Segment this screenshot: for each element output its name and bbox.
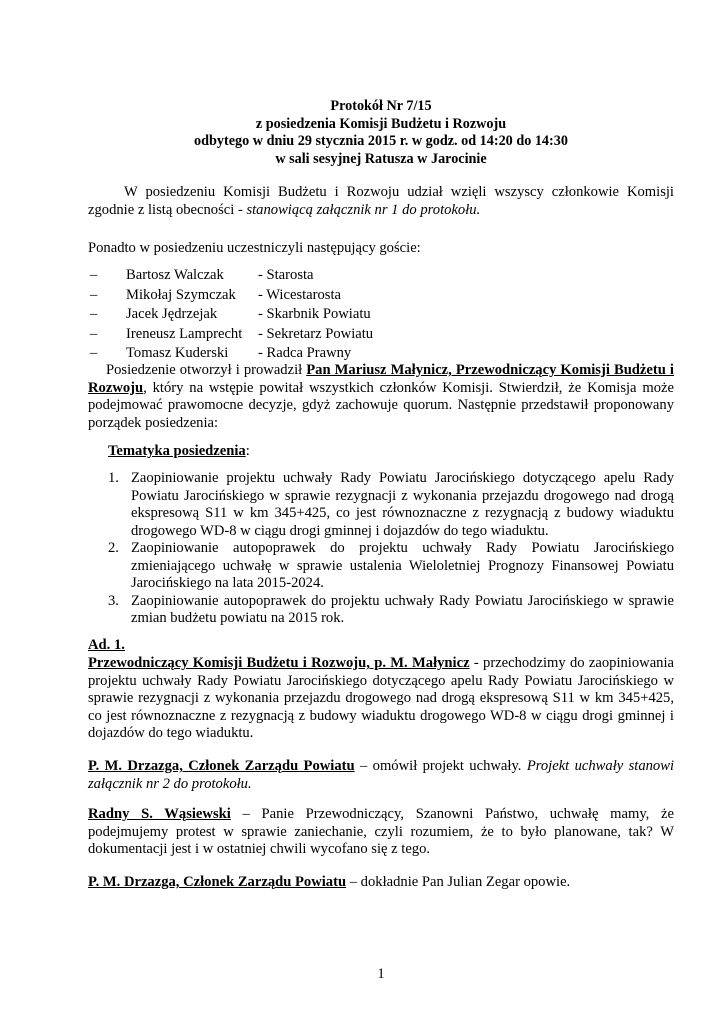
guest-name: Ireneusz Lamprecht [126,325,243,342]
title-line-4: w sali sesyjnej Ratusza w Jarocinie [275,150,487,167]
opening-text-post: , który na wstępie powitał wszystkich członków Komisji. Stwierdził, że Komisja może podejmować prawomocne decyzje, gdyż zachowuje quorum. Następnie przedstawił proponowany porządek posiedzenia: [88,379,674,431]
speaker-drzazga: P. M. Drzazga, Członek Zarządu Powiatu [88,758,355,774]
drzazga-paragraph-1 [88,758,674,793]
drzazga-attachment-note: Projekt uchwały stanowi załącznik nr 2 do protokołu. [88,758,674,792]
guest-role: - Radca Prawny [258,345,352,361]
speaker-wasiewski: Radny S. Wąsiewski [88,806,231,822]
dash-bullet: – [90,267,98,283]
title-line-1: Protokół Nr 7/15 [330,98,432,114]
agenda-title: Tematyka posiedzenia [108,443,246,459]
guest-item [88,286,674,306]
guest-item [88,325,674,345]
speaker-drzazga: P. M. Drzazga, Członek Zarządu Powiatu [88,874,347,890]
agenda-list [108,470,674,628]
guest-name: Jacek Jędrzejak [126,306,218,322]
guests-intro: Ponadto w posiedzeniu uczestniczyli następujący goście: [88,240,421,256]
intro-attachment-note: stanowiącą załącznik nr 1 do protokołu. [246,201,481,218]
agenda-item-number: 3. [108,592,119,609]
intro-paragraph [88,184,674,219]
title-line-2: z posiedzenia Komisji Budżetu i Rozwoju [255,115,507,132]
dash-bullet: – [90,325,98,342]
guest-role: - Starosta [258,267,314,283]
speaker-chairman: Przewodniczący Komisji Budżetu i Rozwoju, p. M. Małynicz [88,655,470,671]
guest-name: Mikołaj Szymczak [126,286,236,303]
agenda-item [108,470,674,540]
guest-role: - Sekretarz Powiatu [258,325,374,342]
ad1-heading [88,637,674,655]
agenda-item-text: Zaopiniowanie projektu uchwały Rady Powiatu Jarocińskiego dotyczącego apelu Rady Powiatu Jarocińskiego w sprawie rezygnacji z wykonania przejazdu drogowego nad drogą ekspresową S11 w km 345+425, co jest równoznaczne z rezygnacją z budowy wiaduktu drogowego WD-8 w ciągu drogi gminnej i dojazdów do tego wiaduktu. [131,470,674,539]
drzazga-text-2: – dokładnie Pan Julian Zegar opowie. [346,874,571,890]
dash-bullet: – [90,345,98,361]
guest-name: Tomasz Kuderski [126,345,229,361]
guest-role: - Wicestarosta [258,286,342,303]
dash-bullet: – [90,286,98,303]
ad1-title: Ad. 1. [88,637,125,653]
page-number: 1 [377,966,385,982]
chairman-name: Pan Mariusz Małynicz, Przewodniczący Komisji Budżetu i Rozwoju [88,362,674,396]
opening-text-pre: Posiedzenie otworzył i prowadził [106,362,307,378]
agenda-item [108,540,674,593]
guest-role: - Skarbnik Powiatu [258,306,371,322]
agenda-colon: : [245,443,250,459]
wasiewski-paragraph [88,806,674,859]
drzazga-text-1: – omówił projekt uchwały. [354,758,527,774]
guest-item [88,266,674,286]
ad1-paragraph [88,655,674,743]
agenda-item-text: Zaopiniowanie autopoprawek do projektu uchwały Rady Powiatu Jarocińskiego w sprawie zmian budżetu powiatu na 2015 rok. [131,592,674,626]
document-title [88,98,674,168]
agenda-item [108,593,674,628]
guest-list [88,266,674,364]
opening-paragraph [88,362,674,432]
ad1-text: - przechodzimy do zaopiniowania projektu uchwały Rady Powiatu Jarocińskiego dotyczącego apelu Rady Powiatu Jarocińskiego w sprawie rezygnacji z wykonania przejazdu drogowego nad drogą ekspresową S11 w km 345+425, co jest równoznaczne z rezygnacją z budowy wiaduktu drogowego WD-8 w ciągu drogi gminnej i dojazdów do tego wiaduktu. [88,655,674,741]
agenda-item-number: 1. [108,470,119,486]
intro-text: W posiedzeniu Komisji Budżetu i Rozwoju udział wzięli wszyscy członkowie Komisji zgodnie z listą obecności - [88,184,674,218]
dash-bullet: – [90,306,98,322]
wasiewski-text: – Panie Przewodniczący, Szanowni Państwo, uchwałę mamy, że podejmujemy protest w sprawie zaniechanie, czyli rozumiem, że to było planowane, tak? W dokumentacji jest i w ostatniej chwili wycofano się z tego. [88,806,674,857]
document-page [88,0,674,1024]
guest-item [88,344,674,364]
guest-name: Bartosz Walczak [126,267,224,283]
agenda-item-number: 2. [108,540,119,556]
guest-item [88,305,674,325]
drzazga-paragraph-2 [88,874,674,892]
agenda-item-text: Zaopiniowanie autopoprawek do projektu uchwały Rady Powiatu Jarocińskiego zmieniającego uchwałę w sprawie ustalenia Wieloletniej Prognozy Finansowej Powiatu Jarocińskiego na lata 2015-2024. [131,540,674,591]
title-line-3: odbytego w dniu 29 stycznia 2015 r. w godz. od 14:20 do 14:30 [194,133,568,150]
agenda-heading [108,443,674,461]
